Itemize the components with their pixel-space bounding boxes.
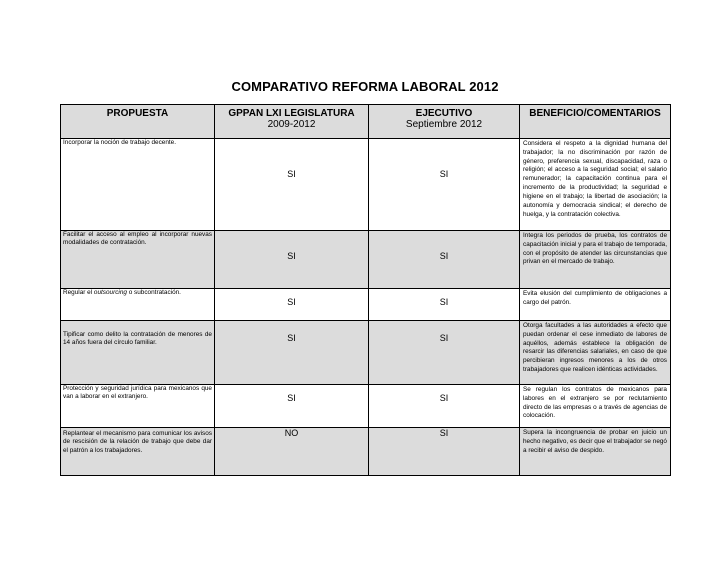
header-row [61,105,671,139]
header-ejecutivo-sub: Septiembre 2012 [405,119,483,130]
header-gppan: GPPAN LXI LEGISLATURA 2009-2012 [215,105,369,139]
table-row [61,385,671,428]
ejecutivo-cell: SI [369,428,520,476]
beneficio-cell: Otorga facultades a las autoridades a efecto que puedan ordenar el cese inmediato de labores de aquéllos, además establece la obligación de resarcir las diferencias salariales, en caso de que percibieran ingresos menores a los de otros trabajadores que realicen idénticas actividades. [520,321,671,385]
document-title: COMPARATIVO REFORMA LABORAL 2012 [231,79,499,94]
propuesta-cell: Facilitar el acceso al empleo al incorporar nuevas modalidades de contratación. [61,231,215,289]
beneficio-cell: Considera el respeto a la dignidad humana del trabajador; la no discriminación por razón de género, preferencia sexual, discapacidad, raza o religión; el acceso a la seguridad social; el salario remunerador; la capacitación continua para el incremento de la productividad; la seguridad e higiene en el trabajo; la libertad de asociación; la autonomía y democracia sindical; el derecho de huelga, y la contratación colectiva. [520,139,671,231]
ejecutivo-cell: SI [369,385,520,428]
ejecutivo-cell: SI [369,231,520,289]
propuesta-cell: Regular el outsourcing o subcontratación. [61,289,215,321]
beneficio-cell: Se regulan los contratos de mexicanos para labores en el extranjero se por reclutamiento directo de las empresas o a través de agencias de colocación. [520,385,671,428]
table-row [61,428,671,476]
header-ejecutivo: EJECUTIVO Septiembre 2012 [369,105,520,139]
beneficio-cell: Integra los periodos de prueba, los contratos de capacitación inicial y para el trabajo de temporada, con el propósito de atender las circunstancias que privan en el mercado de trabajo. [520,231,671,289]
propuesta-cell: Incorporar la noción de trabajo decente. [61,139,215,231]
gppan-cell: SI [215,321,369,385]
gppan-cell: SI [215,139,369,231]
gppan-cell: SI [215,385,369,428]
ejecutivo-cell: SI [369,321,520,385]
header-beneficio: BENEFICIO/COMENTARIOS [520,105,671,139]
table-row [61,321,671,385]
comparison-table [60,104,671,476]
beneficio-cell: Supera la incongruencia de probar en juicio un hecho negativo, es decir que el trabajador se negó a recibir el aviso de despido. [520,428,671,476]
table-row [61,289,671,321]
table-row [61,139,671,231]
gppan-cell: NO [215,428,369,476]
beneficio-cell: Evita elusión del cumplimiento de obligaciones a cargo del patrón. [520,289,671,321]
header-propuesta: PROPUESTA [61,105,215,139]
outsourcing-term: outsourcing [93,289,127,296]
header-gppan-sub: 2009-2012 [267,119,316,130]
propuesta-cell: Tipificar como delito la contratación de menores de 14 años fuera del círculo familiar. [61,321,215,385]
ejecutivo-cell: SI [369,289,520,321]
gppan-cell: SI [215,289,369,321]
ejecutivo-cell: SI [369,139,520,231]
propuesta-cell: Replantear el mecanismo para comunicar los avisos de rescisión de la relación de trabajo que debe dar el patrón a los trabajadores. [61,428,215,476]
table-row [61,231,671,289]
propuesta-cell: Protección y seguridad jurídica para mexicanos que van a laborar en el extranjero. [61,385,215,428]
gppan-cell: SI [215,231,369,289]
